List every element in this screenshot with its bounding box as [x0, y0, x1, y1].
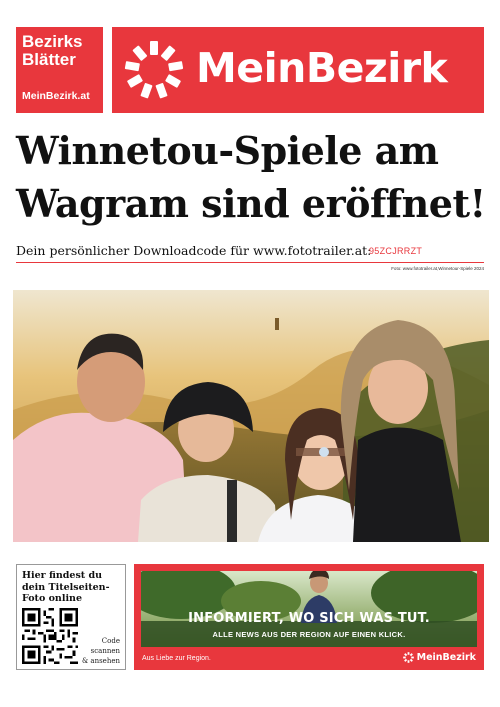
qr-panel[interactable]: [16, 564, 126, 670]
photo-credit: Foto: www.fototrailer.at,Winnetour-Spiele 2024: [391, 266, 484, 271]
qr-panel-title: Hier findest du dein Titelseiten-Foto online: [22, 570, 110, 604]
blaetter-line: Blätter: [22, 50, 76, 69]
cover-photo: [13, 290, 489, 542]
ad-slogan: Aus Liebe zur Region.: [142, 655, 211, 662]
bezirks-line: Bezirks: [22, 32, 83, 51]
headline-line-2: Wagram sind eröffnet!: [16, 181, 486, 226]
qr-hint-line-3: & ansehen: [81, 657, 120, 665]
meinbezirk-ad[interactable]: [134, 564, 484, 670]
bezirksblaetter-logo[interactable]: [16, 27, 103, 113]
meinbezirk-banner[interactable]: [112, 27, 484, 113]
download-code-row: [16, 243, 484, 263]
ad-brand-logo[interactable]: [403, 652, 476, 663]
page-headline: [16, 124, 490, 230]
sunburst-logo-icon: [124, 40, 184, 100]
ad-headline: INFORMIERT, WO SICH WAS TUT.: [188, 611, 430, 626]
qr-code-icon[interactable]: [22, 608, 78, 664]
headline-line-1: Winnetou-Spiele am: [16, 128, 439, 173]
download-code-value[interactable]: 95ZCJRRZT: [369, 246, 423, 256]
ad-brand-name: MeinBezirk: [416, 652, 476, 663]
qr-scan-hint: [75, 636, 120, 666]
ad-subline: ALLE NEWS AUS DER REGION AUF EINEN KLICK.: [212, 630, 406, 639]
download-code-label: Dein persönlicher Downloadcode für www.fototrailer.at:: [16, 243, 372, 258]
sunburst-small-icon: [403, 652, 414, 663]
qr-hint-line-2: scannen: [90, 647, 120, 655]
meinbezirk-brand: MeinBezirk: [196, 44, 448, 92]
bezirks-url: MeinBezirk.at: [22, 90, 90, 102]
qr-hint-line-1: Code: [101, 637, 120, 645]
